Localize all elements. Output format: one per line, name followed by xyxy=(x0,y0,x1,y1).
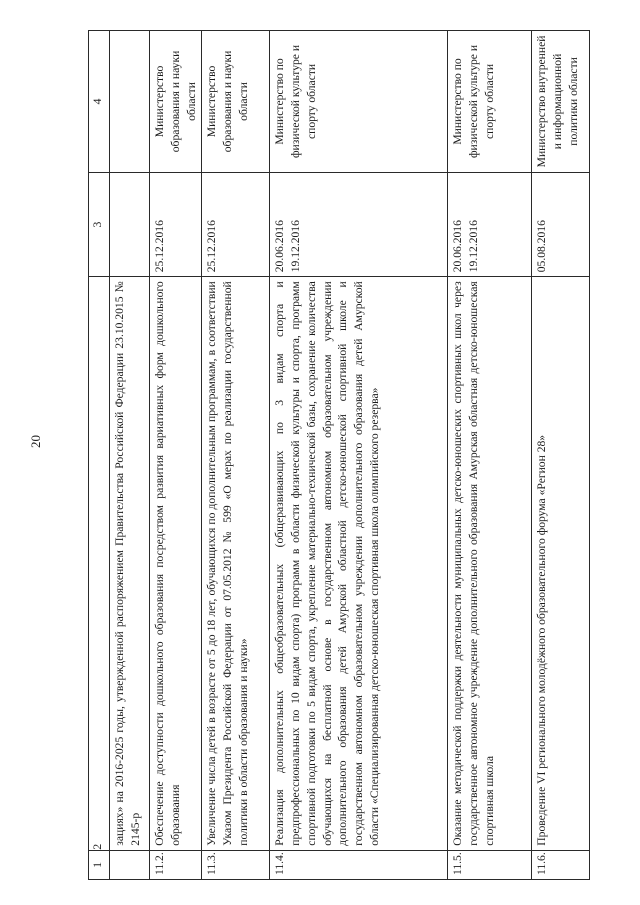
row-text: Проведение VI регионального молодёжного образовательного форума «Регион 28» xyxy=(532,277,590,850)
row-org: Министерство образования и науки области xyxy=(150,31,202,173)
row-date: 20.06.2016 19.12.2016 xyxy=(270,172,448,276)
row-org xyxy=(110,31,150,173)
row-org: Министерство по физической культуре и спорту области xyxy=(270,31,448,173)
table-row xyxy=(110,31,150,880)
row-org: Министерство по физической культуре и спорту области xyxy=(448,31,532,173)
table-row xyxy=(448,31,532,880)
rotated-page xyxy=(88,30,580,880)
row-number: 11.2. xyxy=(150,850,202,879)
row-text: Обеспечение доступности дошкольного образования посредством развития вариативных форм дошкольного образования xyxy=(150,277,202,850)
row-org: Министерство образования и науки области xyxy=(202,31,270,173)
row-number: 11.3. xyxy=(202,850,270,879)
row-date xyxy=(110,172,150,276)
table-row xyxy=(150,31,202,880)
row-date: 05.08.2016 xyxy=(532,172,590,276)
table-row xyxy=(270,31,448,880)
page-number: 20 xyxy=(28,435,43,448)
header-col-2: 2 xyxy=(89,277,110,850)
header-row xyxy=(89,31,110,880)
row-date: 25.12.2016 xyxy=(202,172,270,276)
row-number xyxy=(110,850,150,879)
row-text: Реализация дополнительных общеобразовательных (общеразвивающих по 3 видам спорта и предпрофессиональных по 10 видам спорта) программ в области физической культуры и спорта, программ спортивной подготовки по 5 видам спорта, укрепление материально-технической базы, сохранение количества обучающихся на бесплатной основе в государственном автономном образовательном учреждении дополнительного образования детей Амурской областной детско-юношеской спортивной школе и государственном автономном образовательном учреждении дополнительного образования детей Амурской области «Специализированная детско-юношеская спортивная школа олимпийского резерва» xyxy=(270,277,448,850)
measures-table xyxy=(88,30,590,880)
row-number: 11.4. xyxy=(270,850,448,879)
row-text: зациях» на 2016-2025 годы, утвержденной распоряжением Правительства Российской Федерации 23.10.2015 № 2145-р xyxy=(110,277,150,850)
row-date: 20.06.2016 19.12.2016 xyxy=(448,172,532,276)
row-text: Оказание методической поддержки деятельности муниципальных детско-юношеских спортивных школ через государственное автономное учреждение дополнительного образования Амурская областная детско-юношеская спортивная школа xyxy=(448,277,532,850)
row-number: 11.6. xyxy=(532,850,590,879)
row-date: 25.12.2016 xyxy=(150,172,202,276)
row-org: Министерство внутренней и информационной политики области xyxy=(532,31,590,173)
header-col-3: 3 xyxy=(89,172,110,276)
header-col-1: 1 xyxy=(89,850,110,879)
table-row xyxy=(202,31,270,880)
header-col-4: 4 xyxy=(89,31,110,173)
row-number: 11.5. xyxy=(448,850,532,879)
row-text: Увеличение числа детей в возрасте от 5 до 18 лет, обучающихся по дополнительным программам, в соответствии Указом Президента Российской Федерации от 07.05.2012 № 599 «О мерах по реализации государственной политики в области образования и науки» xyxy=(202,277,270,850)
table-row xyxy=(532,31,590,880)
